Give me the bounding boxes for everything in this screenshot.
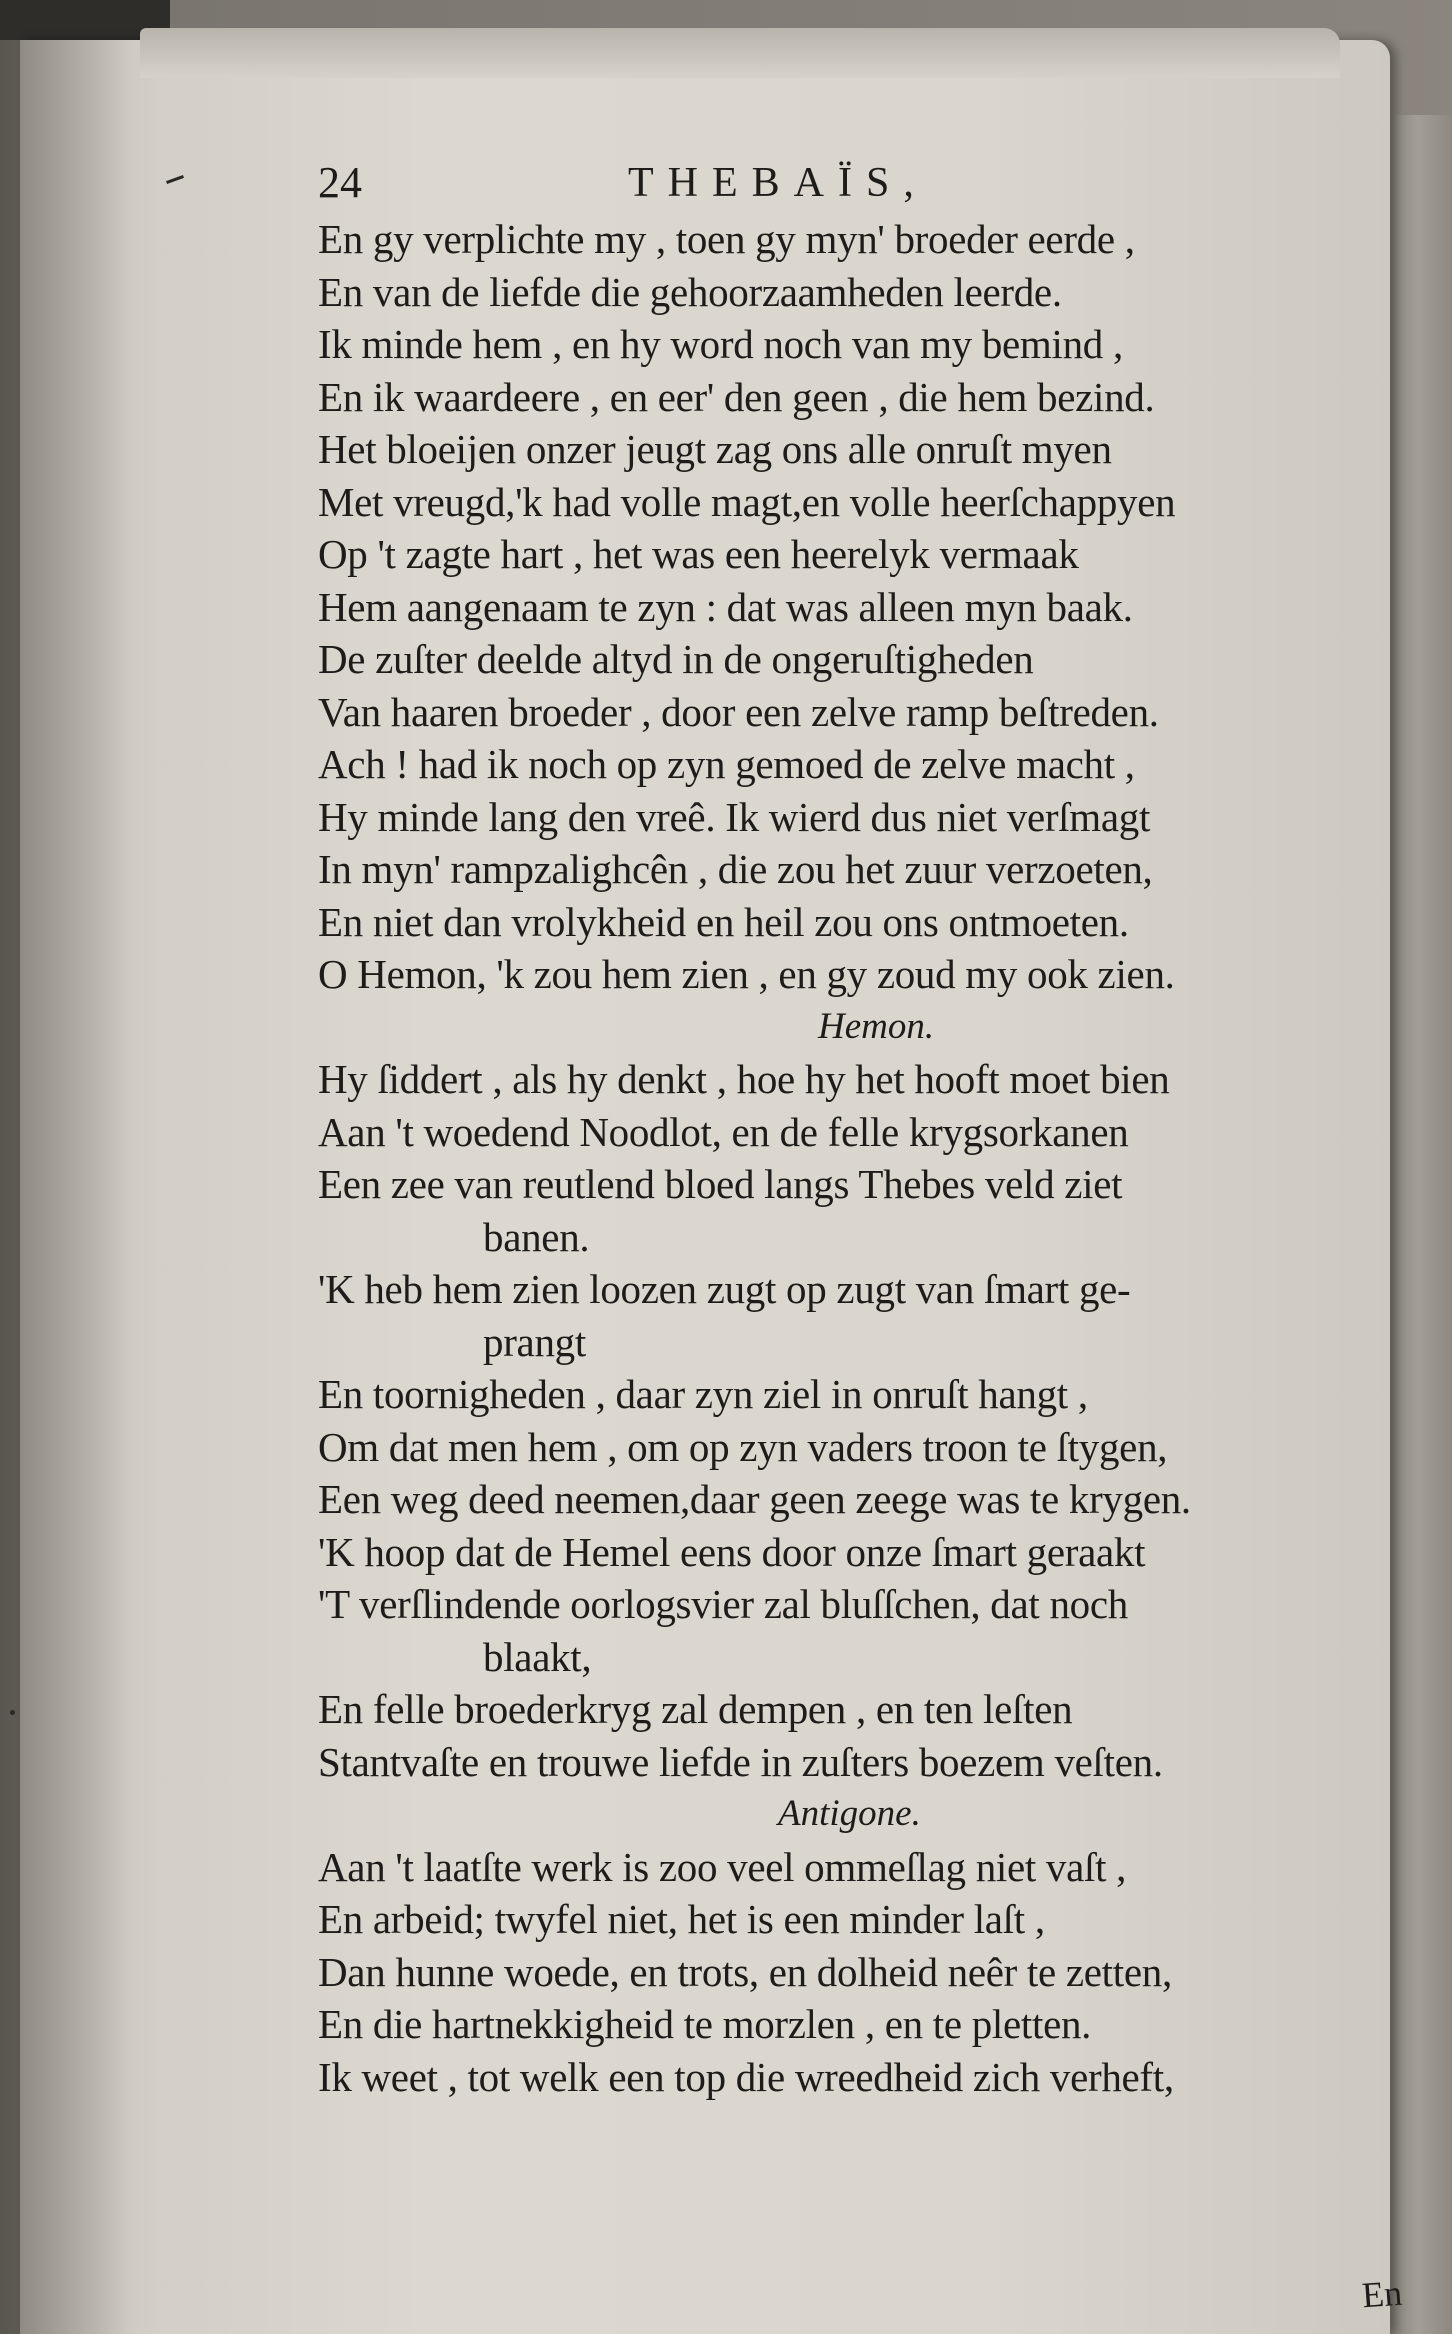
verse-line: De zuſter deelde altyd in de ongeruſtigheden: [318, 636, 1034, 682]
verse-line: Stantvaſte en trouwe liefde in zuſters boezem veſten.: [318, 1738, 1163, 1785]
verse-line-continuation: prangt: [483, 1318, 586, 1365]
speaker-name-antigone: Antigone.: [778, 1793, 921, 1834]
verse-line: 'K heb hem zien loozen zugt op zugt van ſmart ge-: [318, 1266, 1131, 1312]
page-number: 24: [318, 158, 362, 207]
verse-line: Hy minde lang den vreê. Ik wierd dus niet verſmagt: [318, 793, 1151, 840]
verse-line: O Hemon, 'k zou hem zien , en gy zoud my ook zien.: [318, 951, 1175, 997]
ink-dot: [10, 1710, 15, 1715]
verse-line: En van de liefde die gehoorzaamheden leerde.: [318, 268, 1062, 315]
verse-line: Hy ſiddert , als hy denkt , hoe hy het hooft moet bien: [318, 1056, 1170, 1102]
verse-line-continuation: blaakt,: [483, 1633, 592, 1680]
verse-line-continuation: banen.: [483, 1213, 590, 1260]
verse-line: En niet dan vrolykheid en heil zou ons ontmoeten.: [318, 898, 1129, 945]
verse-line: In myn' rampzalighcên , die zou het zuur verzoeten,: [318, 846, 1153, 892]
text-block: [318, 155, 1404, 2316]
verse-line: Op 't zagte hart , het was een heerelyk vermaak: [318, 531, 1079, 577]
speaker-name-hemon: Hemon.: [818, 1005, 935, 1047]
verse-line: Het bloeijen onzer jeugt zag ons alle onruſt myen: [318, 426, 1112, 472]
verse-line: Een weg deed neemen,daar geen zeege was te krygen.: [318, 1476, 1191, 1522]
verse-line: Aan 't woedend Noodlot, en de felle krygsorkanen: [318, 1108, 1129, 1155]
verse-line: Ik minde hem , en hy word noch van my bemind ,: [318, 321, 1123, 367]
facing-page-edge: [1395, 115, 1452, 2334]
page-header: [318, 155, 1388, 211]
verse-line: En ik waardeere , en eer' den geen , die hem bezind.: [318, 373, 1155, 420]
verse-line: Ach ! had ik noch op zyn gemoed de zelve macht ,: [318, 741, 1135, 787]
verse-line: En toornigheden , daar zyn ziel in onruſt hangt ,: [318, 1371, 1088, 1417]
verse-line: Een zee van reutlend bloed langs Thebes veld ziet: [318, 1161, 1123, 1207]
verse-line: Dan hunne woede, en trots, en dolheid neêr te zetten,: [318, 1948, 1172, 1995]
verse-line: Hem aangenaam te zyn : dat was alleen myn baak.: [318, 583, 1133, 630]
verse-line: En gy verplichte my , toen gy myn' broeder eerde ,: [318, 216, 1135, 262]
running-head: THEBAÏS,: [628, 160, 928, 206]
verse-line: Aan 't laatſte werk is zoo veel ommeſlag niet vaſt ,: [318, 1843, 1127, 1890]
verse-line: 'T verſlindende oorlogsvier zal bluſſchen, dat noch: [318, 1581, 1128, 1627]
verse-line: Om dat men hem , om op zyn vaders troon te ſtygen,: [318, 1423, 1168, 1470]
verse-line: En die hartnekkigheid te morzlen , en te pletten.: [318, 2001, 1092, 2047]
verse-line: En felle broederkryg zal dempen , en ten leſten: [318, 1686, 1073, 1732]
page-top-edge: [140, 28, 1340, 78]
verse-line: 'K hoop dat de Hemel eens door onze ſmart geraakt: [318, 1528, 1146, 1575]
verse-line: En arbeid; twyfel niet, het is een minder laſt ,: [318, 1896, 1045, 1942]
verse-line: Ik weet , tot welk een top die wreedheid zich verheft,: [318, 2053, 1174, 2100]
verse-line: Van haaren broeder , door een zelve ramp beſtreden.: [318, 688, 1159, 735]
catchword: En: [1360, 2272, 1404, 2316]
verse-line: Met vreugd,'k had volle magt,en volle heerſchappyen: [318, 478, 1176, 525]
gutter-shadow: [20, 40, 130, 2334]
